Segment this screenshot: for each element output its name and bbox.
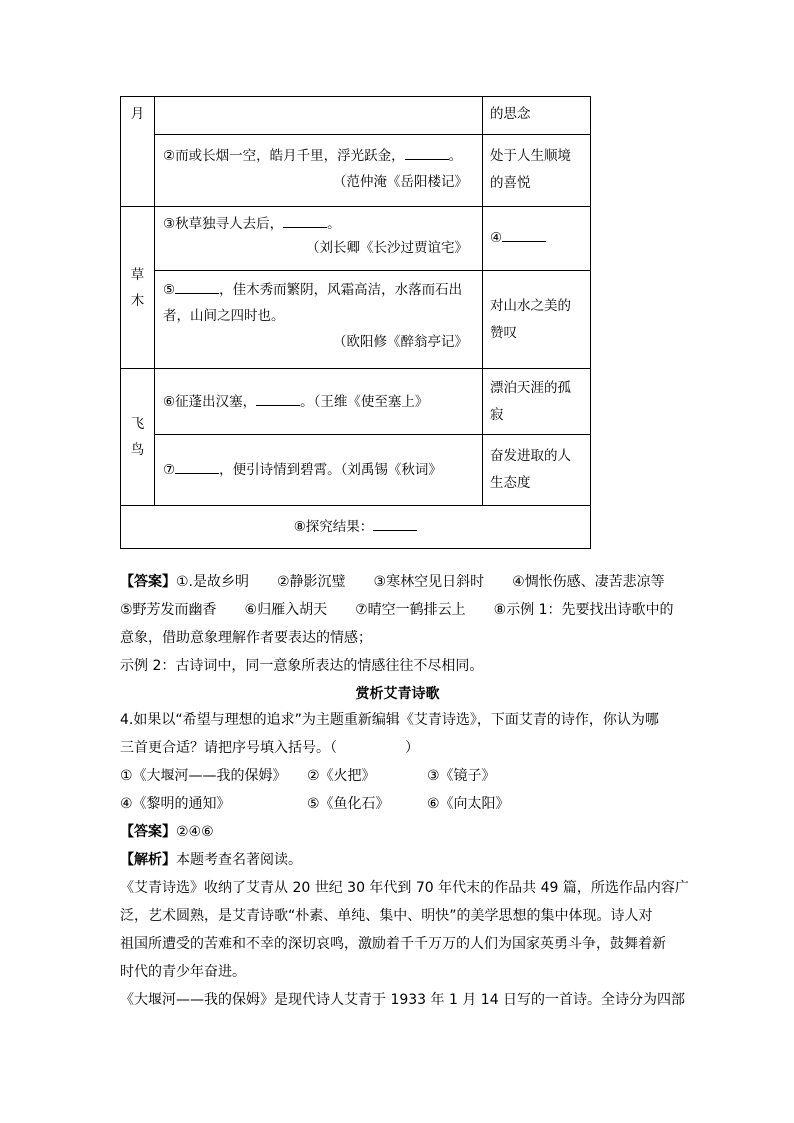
- verse-cell: ③秋草独寻人去后， 。 （刘长卿《长沙过贾谊宅》: [155, 207, 483, 271]
- option-item: ③《镜子》: [427, 768, 496, 784]
- table-row: [121, 135, 591, 207]
- options-row: [120, 762, 680, 790]
- verse-text: ⑤ ，佳木秀而繁阴，风霜高洁，水落而石出者，山间之四时也。: [163, 282, 463, 324]
- emotion-cell: ④: [483, 207, 591, 271]
- question-line: 三首更合适？请把序号填入括号。（ ）: [120, 740, 419, 756]
- verse-text: ⑦ ，便引诗情到碧霄。（刘禹锡《秋词》: [163, 462, 442, 478]
- answer-line: 【答案】①.是故乡明 ②静影沉璧 ③寒林空见日斜时 ④惆怅伤感、凄苦悲凉等: [120, 574, 665, 590]
- analysis-line: 【解析】本题考查名著阅读。: [120, 852, 302, 868]
- table-row: [121, 369, 591, 435]
- category-cell-moon: 月: [121, 97, 155, 207]
- imagery-table: [120, 96, 591, 549]
- category-cell-plants: 草 木: [121, 207, 155, 369]
- verse-cell: ⑤ ，佳木秀而繁阴，风霜高洁，水落而石出者，山间之四时也。 （欧阳修《醉翁亭记》: [155, 271, 483, 369]
- question-block: 4.如果以“希望与理想的追求”为主题重新编辑《艾青诗选》，下面艾青的诗作，你认为哪 三首更合适？请把序号填入括号。（ ） ①《大堰河——我的保姆》 ②《火把》 ③《镜子》 ④《黎明的通知》 ⑤《鱼化石》 ⑥《向太阳》 【答案】②④⑥ 【解析】本题考查名著阅读。 《艾青诗选》收纳了艾青从 20 世纪 30 年代到 70 年代末的作品共 49 篇，所选作品内容广 泛，艺术圆熟，是艾青诗歌“朴素、单纯、集中、明快”的美学思想的集中体现。诗人对 祖国所遭受的苦难和不幸的深切哀鸣，激励着千千万万的人们为国家英勇斗争，鼓舞着新 时代的青少年奋进。 《大堰河——我的保姆》是现代诗人艾青于 1933 年 1 月 14 日写的一首诗。全诗分为四部: [120, 712, 689, 1008]
- option-item: ①《大堰河——我的保姆》: [120, 768, 287, 784]
- options-row: [120, 790, 680, 818]
- answer-block: 【答案】①.是故乡明 ②静影沉璧 ③寒林空见日斜时 ④惆怅伤感、凄苦悲凉等 ⑤野芳发而幽香 ⑥归雁入胡天 ⑦晴空一鹤排云上 ⑧示例 1：先要找出诗歌中的 意象，借助意象理解作者要表达的情感； 示例 2：古诗词中，同一意象所表达的情感往往不尽相同。: [120, 568, 680, 680]
- fill-blank[interactable]: [502, 228, 546, 242]
- fill-blank[interactable]: [405, 146, 449, 160]
- verse-text: ⑥征蓬出汉塞， 。（王维《使至塞上》: [163, 393, 429, 410]
- emotion-cell: 对山水之美的赞叹: [483, 271, 591, 369]
- table-row: [121, 435, 591, 506]
- table-row: [121, 506, 591, 549]
- fill-blank[interactable]: [256, 392, 300, 406]
- section-title: 赏析艾青诗歌: [355, 686, 440, 702]
- table-row: [121, 207, 591, 271]
- option-item: ⑤《鱼化石》: [307, 796, 390, 812]
- verse-cell: [155, 97, 483, 135]
- option-item: ②《火把》: [307, 768, 376, 784]
- fill-blank[interactable]: [283, 214, 327, 228]
- option-item: ④《黎明的通知》: [120, 796, 231, 812]
- verse-cell: [155, 369, 483, 435]
- emotion-cell: 漂泊天涯的孤寂: [483, 369, 591, 435]
- fill-blank[interactable]: [175, 460, 219, 474]
- emotion-cell: 处于人生顺境的喜悦: [483, 135, 591, 207]
- verse-text: ②而或长烟一空，皓月千里，浮光跃金， 。: [163, 148, 463, 164]
- table-row: [121, 271, 591, 369]
- verse-text: ③秋草独寻人去后， 。: [163, 216, 341, 232]
- emotion-cell: 的思念: [483, 97, 591, 135]
- answer-line: 【答案】②④⑥: [120, 824, 214, 840]
- emotion-cell: 奋发进取的人生态度: [483, 435, 591, 506]
- result-cell: ⑧探究结果：: [121, 506, 591, 549]
- verse-cell: ②而或长烟一空，皓月千里，浮光跃金， 。 （范仲淹《岳阳楼记》: [155, 135, 483, 207]
- fill-blank[interactable]: [175, 280, 219, 294]
- category-cell-birds: 飞 鸟: [121, 369, 155, 506]
- table-row: [121, 97, 591, 135]
- verse-cell: [155, 435, 483, 506]
- option-item: ⑥《向太阳》: [427, 796, 510, 812]
- fill-blank[interactable]: [373, 517, 417, 531]
